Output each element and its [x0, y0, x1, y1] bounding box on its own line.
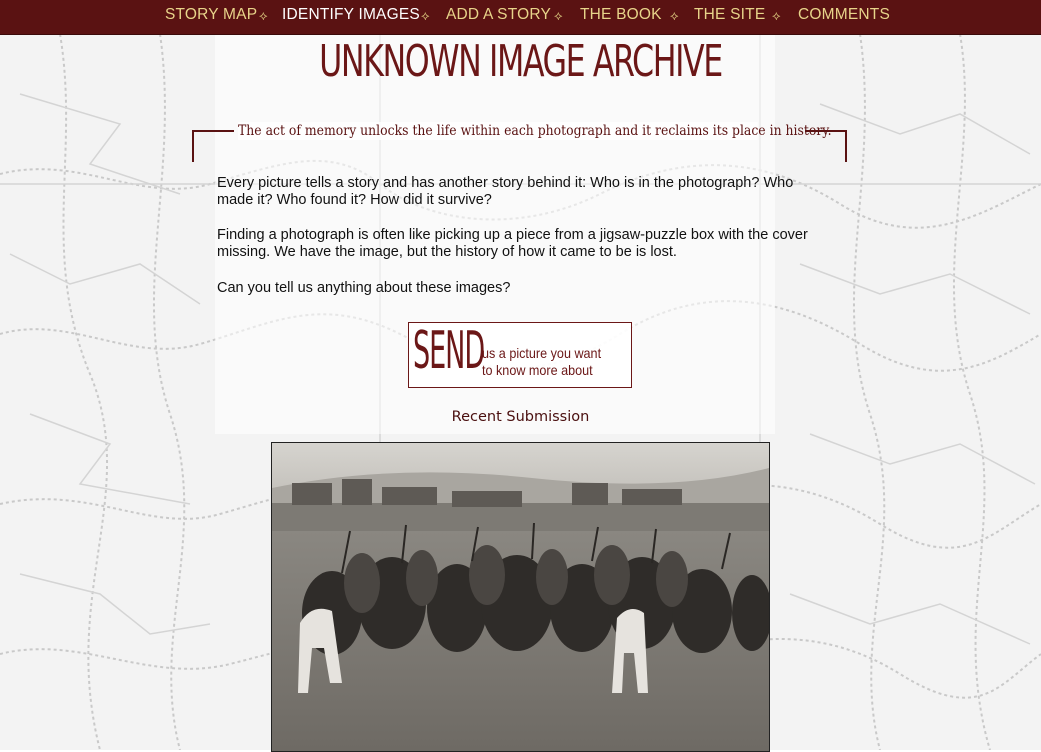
send-word: SEND	[413, 321, 485, 381]
nav-story-map[interactable]: STORY MAP	[165, 6, 258, 23]
send-line-2: to know more about	[482, 362, 593, 378]
recent-submission-photo[interactable]	[271, 442, 770, 752]
send-subtitle	[482, 345, 613, 379]
recent-submission-label: Recent Submission	[451, 409, 590, 425]
intro-paragraph-3: Can you tell us anything about these images?	[217, 280, 511, 296]
bracket-left-decoration	[192, 130, 234, 162]
nav-separator-icon: ⟡	[259, 8, 268, 23]
quote-block	[192, 122, 847, 162]
nav-the-site[interactable]: THE SITE	[694, 6, 766, 23]
nav-comments[interactable]: COMMENTS	[798, 6, 891, 23]
historic-photo-image	[272, 443, 769, 751]
top-navigation	[0, 0, 1041, 35]
send-line-1: us a picture you want	[482, 345, 602, 361]
nav-separator-icon: ⟡	[421, 8, 430, 23]
nav-separator-icon: ⟡	[670, 8, 679, 23]
nav-separator-icon: ⟡	[554, 8, 563, 23]
tagline-quote: The act of memory unlocks the life within each photograph and it reclaims its place in history.	[238, 123, 832, 139]
nav-separator-icon: ⟡	[772, 8, 781, 23]
nav-identify-images[interactable]: IDENTIFY IMAGES	[282, 6, 420, 23]
nav-the-book[interactable]: THE BOOK	[580, 6, 662, 23]
intro-paragraph-1: Every picture tells a story and has another story behind it: Who is in the photograph? Who made it? Who found it? How did it survive?	[217, 175, 794, 208]
nav-add-a-story[interactable]: ADD A STORY	[446, 6, 552, 23]
intro-paragraph-2: Finding a photograph is often like picking up a piece from a jigsaw-puzzle box with the cover missing. We have the image, but the history of how it came to be is lost.	[217, 227, 808, 260]
send-picture-button[interactable]	[408, 322, 632, 388]
page-title: UNKNOWN IMAGE ARCHIVE	[319, 36, 722, 87]
